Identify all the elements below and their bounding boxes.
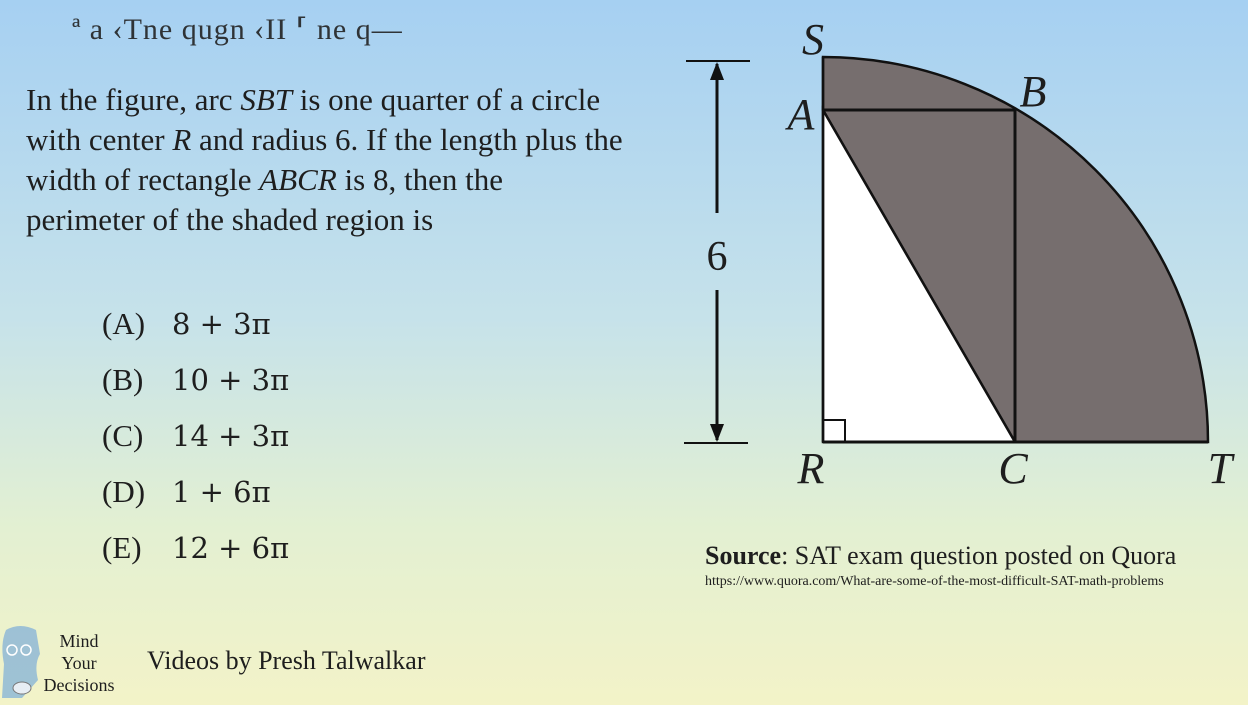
label-b: B <box>1019 67 1047 116</box>
channel-logo <box>0 624 125 702</box>
choice-d: (D) 1 + 6π <box>102 474 271 509</box>
video-credit: Videos by Presh Talwalkar <box>147 646 426 675</box>
arc-name: SBT <box>240 82 292 117</box>
dimension-label: 6 <box>706 234 728 280</box>
choice-c: (C) 14 + 3π <box>102 418 290 453</box>
rectangle-name: ABCR <box>259 162 337 197</box>
choice-e: (E) 12 + 6π <box>102 530 290 565</box>
label-c: C <box>998 444 1028 493</box>
dimension-arrow-up <box>710 62 724 80</box>
center-name: R <box>172 122 192 157</box>
source-line <box>705 541 1176 571</box>
source-url[interactable]: https://www.quora.com/What-are-some-of-the-most-difficult-SAT-math-problems <box>705 574 1164 589</box>
choice-a: (A) 8 + 3π <box>102 306 271 341</box>
source-label: Source <box>705 541 782 570</box>
label-t: T <box>1207 444 1233 493</box>
choice-b: (B) 10 + 3π <box>102 362 290 397</box>
label-a: A <box>787 90 815 139</box>
dimension-arrow-down <box>710 424 724 442</box>
source-text: : SAT exam question posted on Quora <box>781 541 1177 570</box>
head-icon <box>0 624 42 700</box>
logo-text: Mind Your Decisions <box>43 631 115 695</box>
question-text: In the figure, arc SBT is one quarter of a circle with center R and radius 6. If the length plus the width of rectangle ABCR is 8, then the perimeter of the shaded region is <box>26 82 623 237</box>
label-r: R <box>797 444 825 493</box>
garbled-header-text: ª a ‹Tne qugn ‹II ⸢ ne q— <box>72 13 403 46</box>
label-s: S <box>802 15 824 64</box>
